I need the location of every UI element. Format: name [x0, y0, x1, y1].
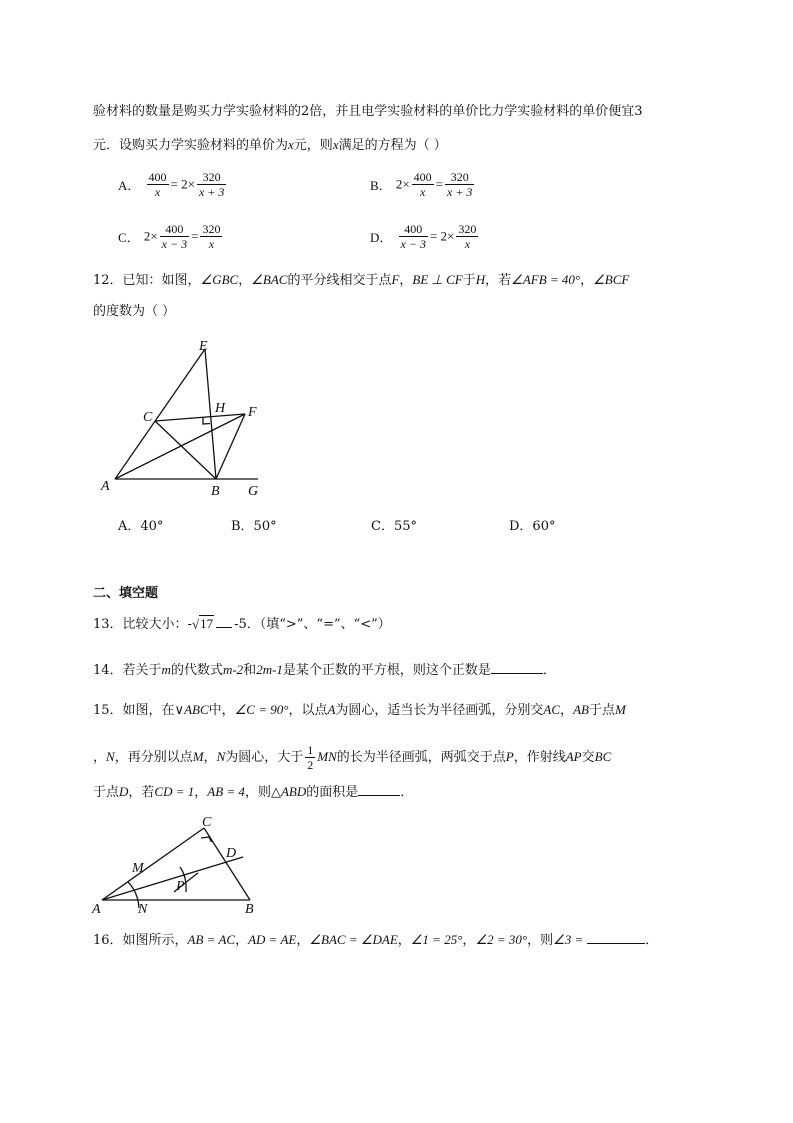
answer-blank[interactable]: [216, 627, 232, 628]
q15-stem-line1: 15．如图，在∨ABC中，∠C = 90°，以点A为圆心，适当长为半径画弧，分别交AC，AB于点M: [93, 702, 626, 718]
q12-stem-line2: 的度数为（ ）: [93, 304, 176, 319]
line-ae: [115, 349, 205, 479]
fraction: $\frac{400}{x}$: [148, 170, 167, 199]
right-angle-mark: [201, 837, 212, 842]
label-h: H: [215, 401, 226, 416]
line-bf: [216, 414, 245, 479]
q15-stem-line2: ，N，再分别以点M，N为圆心，大于 $\frac{1}{2}$ MN的长为半径画弧，两弧交于点P，作射线AP交BC: [93, 743, 612, 772]
answer-blank[interactable]: [587, 943, 645, 944]
fraction: $\frac{400}{x - 3}$: [161, 222, 188, 251]
fraction: $\frac{320}{x}$: [458, 222, 477, 251]
q11-option-a[interactable]: A． $\frac{400}{x}$ = 2× $\frac{320}{x + 3}$: [118, 170, 225, 199]
fraction: $\frac{400}{x - 3}$: [400, 222, 426, 251]
label-e: E: [199, 339, 208, 354]
line-cb: [204, 828, 250, 900]
q15-figure: [90, 812, 265, 917]
fraction: $\frac{320}{x + 3}$: [447, 170, 473, 199]
label-p: P: [176, 879, 185, 894]
label-g: G: [248, 484, 259, 499]
label-f: F: [248, 405, 257, 420]
line-cb: [155, 421, 216, 479]
q11-line2: 元．设购买力学实验材料的单价为x元，则x满足的方程为（ ）: [93, 137, 447, 153]
answer-blank[interactable]: [358, 795, 400, 796]
q11-option-b[interactable]: B． 2× $\frac{400}{x}$ = $\frac{320}{x + 3}$: [370, 170, 473, 199]
fraction: $\frac{320}{x}$: [202, 222, 221, 251]
q16-stem: 16．如图所示，AB = AC，AD = AE，∠BAC = ∠DAE，∠1 = 25°，∠2 = 30°，则∠3 = ．: [93, 932, 659, 948]
label-a: A: [101, 479, 110, 494]
fraction: $\frac{320}{x + 3}$: [198, 170, 225, 199]
answer-blank[interactable]: [491, 673, 543, 674]
q12-option-d[interactable]: D．60°: [509, 519, 556, 534]
fraction: $\frac{1}{2}$: [307, 743, 314, 772]
q11-option-d[interactable]: D． $\frac{400}{x - 3}$ = 2× $\frac{320}{x}$: [370, 222, 477, 251]
label-b: B: [211, 484, 220, 499]
line-cf: [155, 414, 245, 421]
q11-line1: 验材料的数量是购买力学实验材料的2倍，并且电学实验材料的单价比力学实验材料的单价便宜3: [93, 104, 643, 119]
label-m: M: [132, 861, 144, 876]
right-angle-mark: [203, 417, 210, 424]
section-title-fill-in: 二、填空题: [93, 586, 159, 601]
ray-ap: [102, 857, 243, 900]
label-b: B: [245, 902, 254, 917]
q14-stem: 14．若关于m的代数式m-2和2m-1是某个正数的平方根，则这个正数是 ．: [93, 662, 556, 678]
q15-stem-line3: 于点D，若CD = 1，AB = 4，则△ABD的面积是 ．: [93, 784, 414, 800]
line-ac: [102, 828, 204, 900]
q12-option-a[interactable]: A．40°: [118, 519, 164, 534]
fraction: $\frac{400}{x}$: [413, 170, 432, 199]
q13-stem: 13．比较大小：-√17 -5．（填“>”、“=”、“<”）: [93, 616, 391, 632]
label-a: A: [92, 902, 101, 917]
label-n: N: [138, 902, 148, 917]
q12-option-c[interactable]: C．55°: [371, 519, 417, 534]
q12-option-b[interactable]: B．50°: [231, 519, 277, 534]
label-c: C: [143, 410, 153, 425]
line-af: [115, 414, 245, 479]
q12-figure: [95, 335, 275, 505]
q12-stem-line1: 12．已知：如图，∠GBC，∠BAC的平分线相交于点F，BE ⊥ CF于H，若∠AFB = 40°，∠BCF: [93, 272, 630, 288]
label-d: D: [226, 846, 237, 861]
q11-option-c[interactable]: C． 2× $\frac{400}{x - 3}$ = $\frac{320}{x}$: [118, 222, 221, 251]
label-c: C: [202, 815, 212, 830]
